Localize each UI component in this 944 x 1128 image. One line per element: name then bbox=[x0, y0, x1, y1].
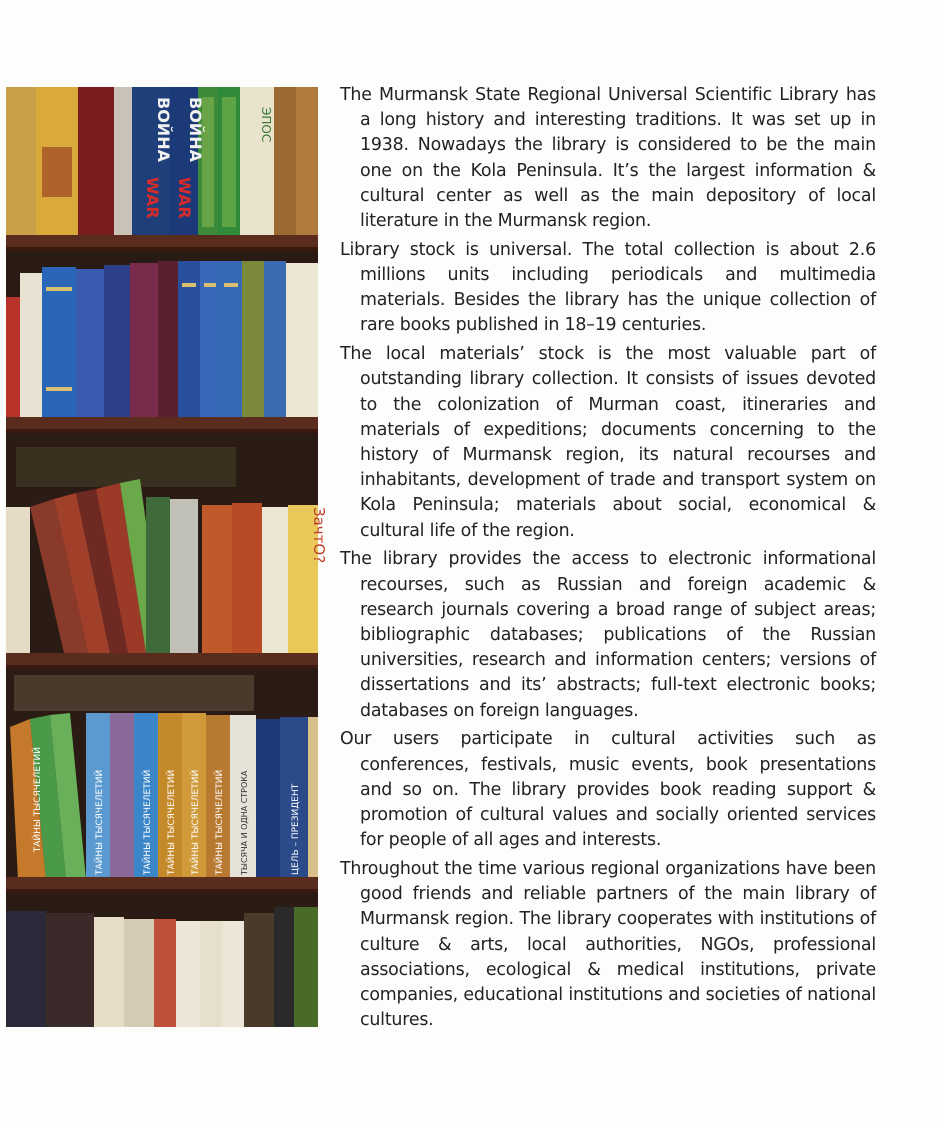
paragraph-local-materials: The local materials’ stock is the most valuable part of outstanding library collection. It consists of issues devoted to the colonization of Murman coast, itineraries and materials of expeditions; documents concerning to the history of Murmansk region, its natural recourses and inhabitants, development of trade and transport system on Kola Peninsula; materials about social, economical & cultural life of the region. bbox=[340, 344, 876, 541]
spine-text-9: ТАЙНЫ ТЫСЯЧЕЛЕТИЙ bbox=[143, 769, 153, 875]
shelf-board-2 bbox=[6, 417, 318, 431]
paragraph-stock: Library stock is universal. The total collection is about 2.6 millions units including periodicals and multimedia materials. Besides the library has the unique collection of rare books published in 18–19 centuries. bbox=[340, 239, 876, 336]
spine-text-12: ТАЙНЫ ТЫСЯЧЕЛЕТИЙ bbox=[215, 769, 225, 875]
spine-text-13: ТЫСЯЧА И ОДНА СТРОКА bbox=[240, 770, 249, 875]
spine-text-7: ТАЙНЫ ТЫСЯЧЕЛЕТИЙ bbox=[33, 747, 43, 853]
spine-text-5: ЭПОС bbox=[259, 107, 273, 143]
shelf-board-4 bbox=[6, 877, 318, 891]
paragraph-history: The Murmansk State Regional Universal Scientific Library has a long history and interesting traditions. It was set up in 1938. Nowadays the library is considered to be the main one on the Kola Peninsula. It’s the largest information & cultural center as well as the main depository of local literature in the Murmansk region. bbox=[340, 85, 876, 232]
body-text-column bbox=[340, 83, 876, 1037]
paragraph-electronic-resources: The library provides the access to electronic informational recourses, such as Russian and foreign academic & research journals covering a broad range of subject areas; bibliographic databases; publications of the Russian universities, research and information centers; versions of dissertations and its’ abstracts; full-text electronic books; databases on foreign languages. bbox=[340, 549, 876, 721]
bookshelf-photo bbox=[6, 87, 328, 1027]
paragraph-partners: Throughout the time various regional organizations have been good friends and reliable partners of the main library of Murmansk region. The library cooperates with institutions of culture & arts, local authorities, NGOs, professional associations, ecological & medical institutions, private companies, educational institutions and societies of national cultures. bbox=[340, 859, 876, 1031]
shelf-row-5 bbox=[6, 893, 318, 1027]
spine-text-14: ЦЕЛЬ – ПРЕЗИДЕНТ bbox=[291, 783, 301, 875]
spine-text-8: ТАЙНЫ ТЫСЯЧЕЛЕТИЙ bbox=[95, 769, 105, 875]
spine-text-3: ВОЙНА bbox=[186, 97, 205, 162]
spine-text-10: ТАЙНЫ ТЫСЯЧЕЛЕТИЙ bbox=[167, 769, 177, 875]
spine-text-2: WAR bbox=[143, 177, 162, 219]
spine-text-4: WAR bbox=[175, 177, 194, 219]
shelf-row-2 bbox=[6, 251, 318, 419]
spine-text-1: ВОЙНА bbox=[154, 97, 173, 162]
shelf-row-3 bbox=[6, 433, 328, 655]
shelf-row-1 bbox=[6, 87, 318, 237]
spine-text-6: ЗачтО? bbox=[310, 507, 328, 564]
spine-text-11: ТАЙНЫ ТЫСЯЧЕЛЕТИЙ bbox=[191, 769, 201, 875]
paragraph-cultural-activities: Our users participate in cultural activities such as conferences, festivals, music events, book presentations and so on. The library provides book reading support & promotion of cultural values and socially oriented services for people of all ages and interests. bbox=[340, 729, 876, 851]
bookshelf-illustration bbox=[6, 87, 328, 1027]
shelf-row-4 bbox=[6, 669, 318, 879]
